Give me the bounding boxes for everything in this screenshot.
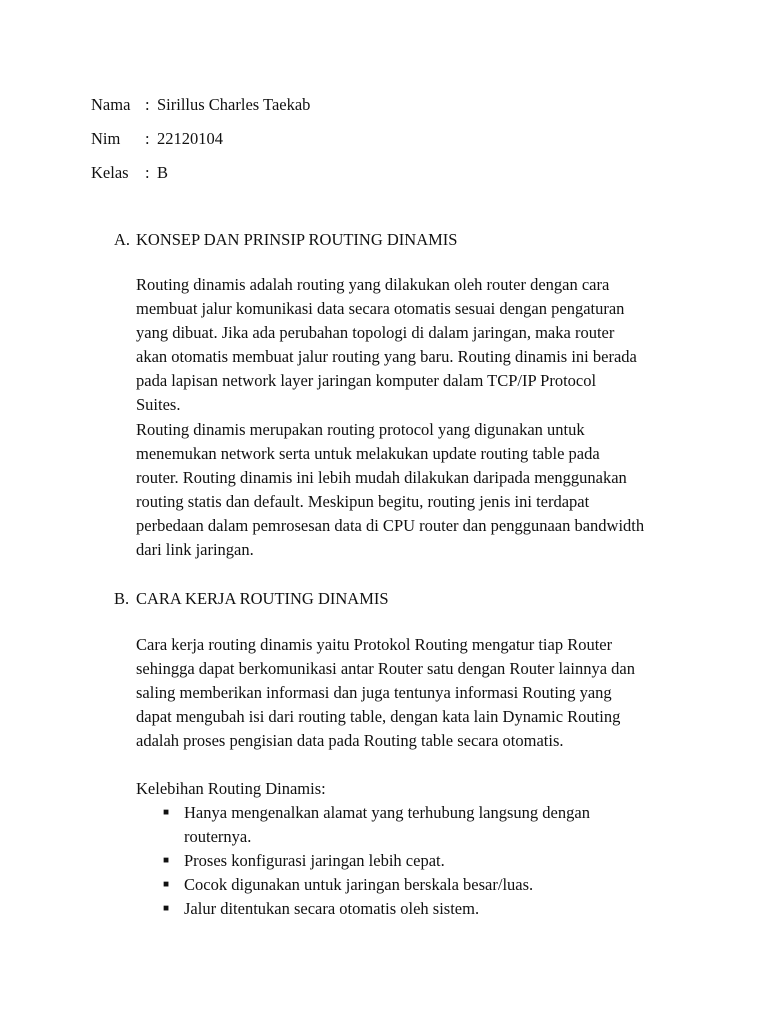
kelas-value: B [157, 163, 169, 182]
paragraph-line: Cara kerja routing dinamis yaitu Protokol Routing mengatur tiap Router [136, 635, 613, 654]
list-item-line: Cocok digunakan untuk jaringan berskala besar/luas. [184, 875, 534, 894]
list-item [160, 849, 680, 873]
paragraph-line: saling memberikan informasi dan juga tentunya informasi Routing yang [136, 683, 612, 702]
kelebihan-list [160, 801, 680, 921]
paragraph-line: dari link jaringan. [136, 540, 254, 559]
section-a-letter: A. [114, 230, 131, 249]
paragraph-line: pada lapisan network layer jaringan komputer dalam TCP/IP Protocol [136, 371, 597, 390]
square-bullet-icon: ■ [163, 879, 170, 890]
paragraph-line: sehingga dapat berkomunikasi antar Router satu dengan Router lainnya dan [136, 659, 635, 678]
section-b-paragraph-1 [136, 633, 696, 753]
section-b-heading [114, 588, 389, 610]
list-item-text [184, 801, 590, 849]
section-b-title: CARA KERJA ROUTING DINAMIS [136, 589, 389, 608]
section-a-paragraph-2 [136, 418, 696, 562]
paragraph-line: Routing dinamis adalah routing yang dilakukan oleh router dengan cara [136, 275, 610, 294]
list-item [160, 897, 680, 921]
section-a-paragraph-1 [136, 273, 696, 417]
paragraph-line: membuat jalur komunikasi data secara otomatis sesuai dengan pengaturan [136, 299, 625, 318]
paragraph-line: yang dibuat. Jika ada perubahan topologi di dalam jaringan, maka router [136, 323, 615, 342]
kelas-row [91, 162, 310, 196]
nim-row [91, 128, 310, 162]
student-identity [91, 94, 310, 196]
list-item-text [184, 849, 445, 873]
kelebihan-title: Kelebihan Routing Dinamis: [136, 779, 326, 798]
kelas-separator: : [145, 163, 150, 182]
list-item-line: Proses konfigurasi jaringan lebih cepat. [184, 851, 445, 870]
section-a-title: KONSEP DAN PRINSIP ROUTING DINAMIS [136, 230, 458, 249]
list-item-line: Jalur ditentukan secara otomatis oleh sistem. [184, 899, 480, 918]
section-a-heading [114, 229, 457, 251]
square-bullet-icon: ■ [163, 903, 170, 914]
list-item [160, 873, 680, 897]
paragraph-line: router. Routing dinamis ini lebih mudah dilakukan daripada menggunakan [136, 468, 627, 487]
kelas-label: Kelas [91, 163, 129, 182]
paragraph-line: akan otomatis membuat jalur routing yang baru. Routing dinamis ini berada [136, 347, 637, 366]
nim-value: 22120104 [157, 129, 223, 148]
square-bullet-icon: ■ [163, 855, 170, 866]
nim-separator: : [145, 129, 150, 148]
nim-label: Nim [91, 129, 121, 148]
paragraph-line: routing statis dan default. Meskipun begitu, routing jenis ini terdapat [136, 492, 590, 511]
name-label: Nama [91, 95, 131, 114]
square-bullet-icon: ■ [163, 807, 170, 818]
name-value: Sirillus Charles Taekab [157, 95, 311, 114]
name-separator: : [145, 95, 150, 114]
paragraph-line: adalah proses pengisian data pada Routing table secara otomatis. [136, 731, 564, 750]
list-item-line: Hanya mengenalkan alamat yang terhubung langsung dengan [184, 803, 590, 822]
paragraph-line: Suites. [136, 395, 181, 414]
paragraph-line: dapat mengubah isi dari routing table, dengan kata lain Dynamic Routing [136, 707, 621, 726]
name-row [91, 94, 310, 128]
list-item [160, 801, 680, 849]
list-item-line: routernya. [184, 827, 252, 846]
paragraph-line: menemukan network serta untuk melakukan update routing table pada [136, 444, 600, 463]
section-b-letter: B. [114, 589, 130, 608]
paragraph-line: perbedaan dalam pemrosesan data di CPU router dan penggunaan bandwidth [136, 516, 645, 535]
paragraph-line: Routing dinamis merupakan routing protocol yang digunakan untuk [136, 420, 585, 439]
list-item-text [184, 897, 479, 921]
list-item-text [184, 873, 533, 897]
